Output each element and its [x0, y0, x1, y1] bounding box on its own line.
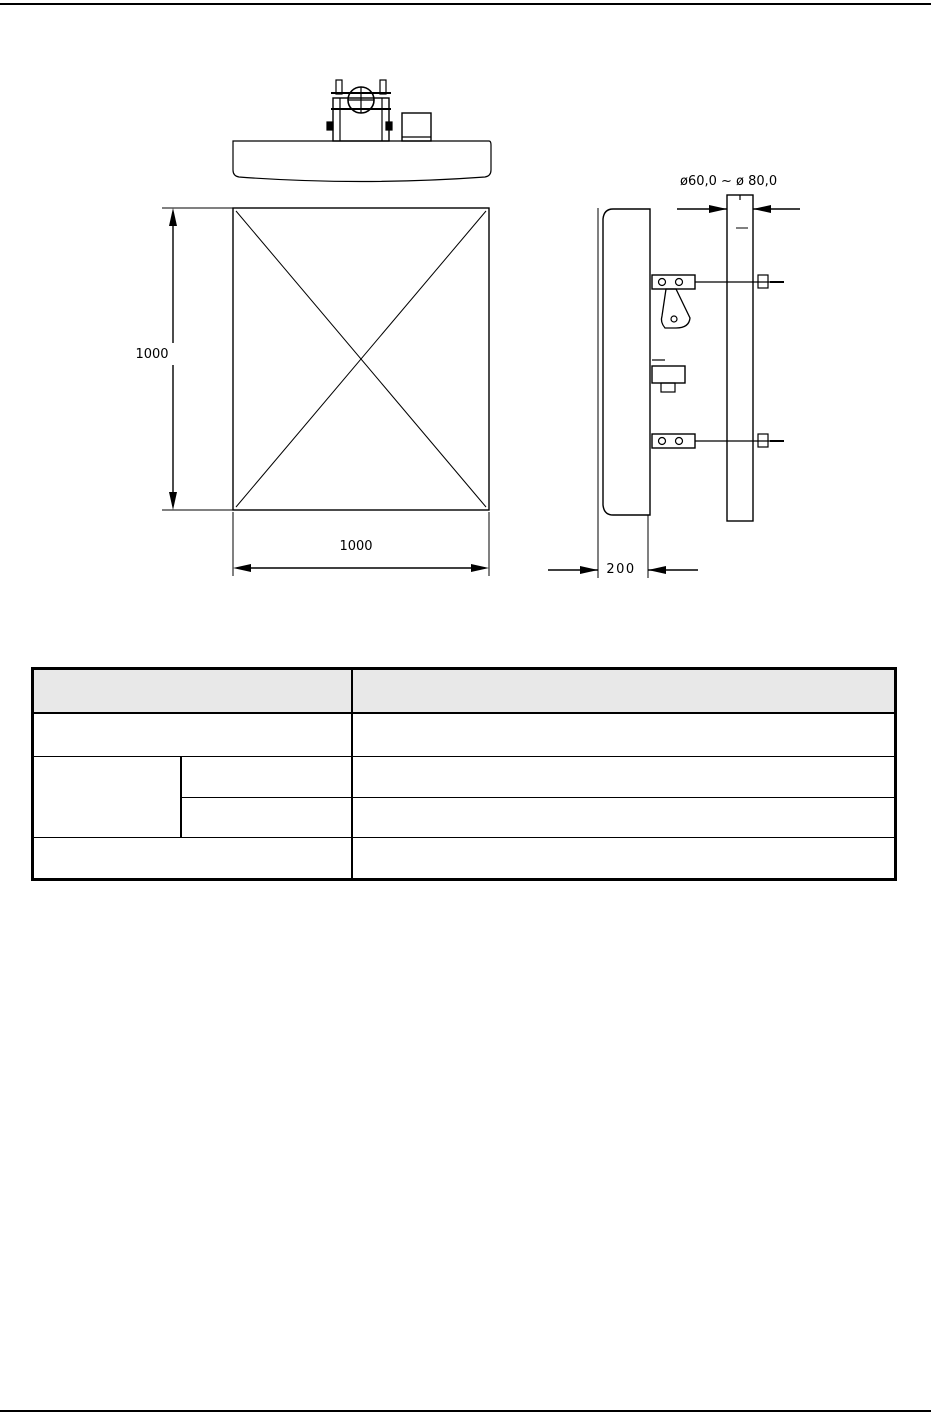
antenna-mechanical-drawing [0, 0, 931, 640]
top-view [233, 80, 491, 182]
table-cell [34, 714, 351, 756]
table-cell [353, 838, 894, 878]
table-header-right [353, 670, 894, 712]
table-cell [182, 798, 351, 837]
side-view [598, 195, 784, 578]
footer-rule [0, 1410, 931, 1412]
table-header-left [34, 670, 351, 712]
table-cell [34, 757, 180, 837]
height-dimension [169, 208, 177, 510]
pipe-dimension [677, 205, 800, 213]
table-cell [353, 798, 894, 837]
table-cell [182, 757, 351, 797]
height-dimension-label: 1000 [135, 347, 169, 362]
front-view [162, 208, 489, 576]
spec-table [31, 667, 897, 881]
table-cell [34, 838, 351, 878]
width-dimension-label: 1000 [339, 539, 373, 554]
table-cell [353, 757, 894, 797]
width-dimension [233, 564, 489, 572]
pipe-dimension-label: ø60,0 ~ ø 80,0 [680, 174, 778, 189]
table-cell [353, 714, 894, 756]
depth-dimension-label: 200 [606, 562, 636, 577]
